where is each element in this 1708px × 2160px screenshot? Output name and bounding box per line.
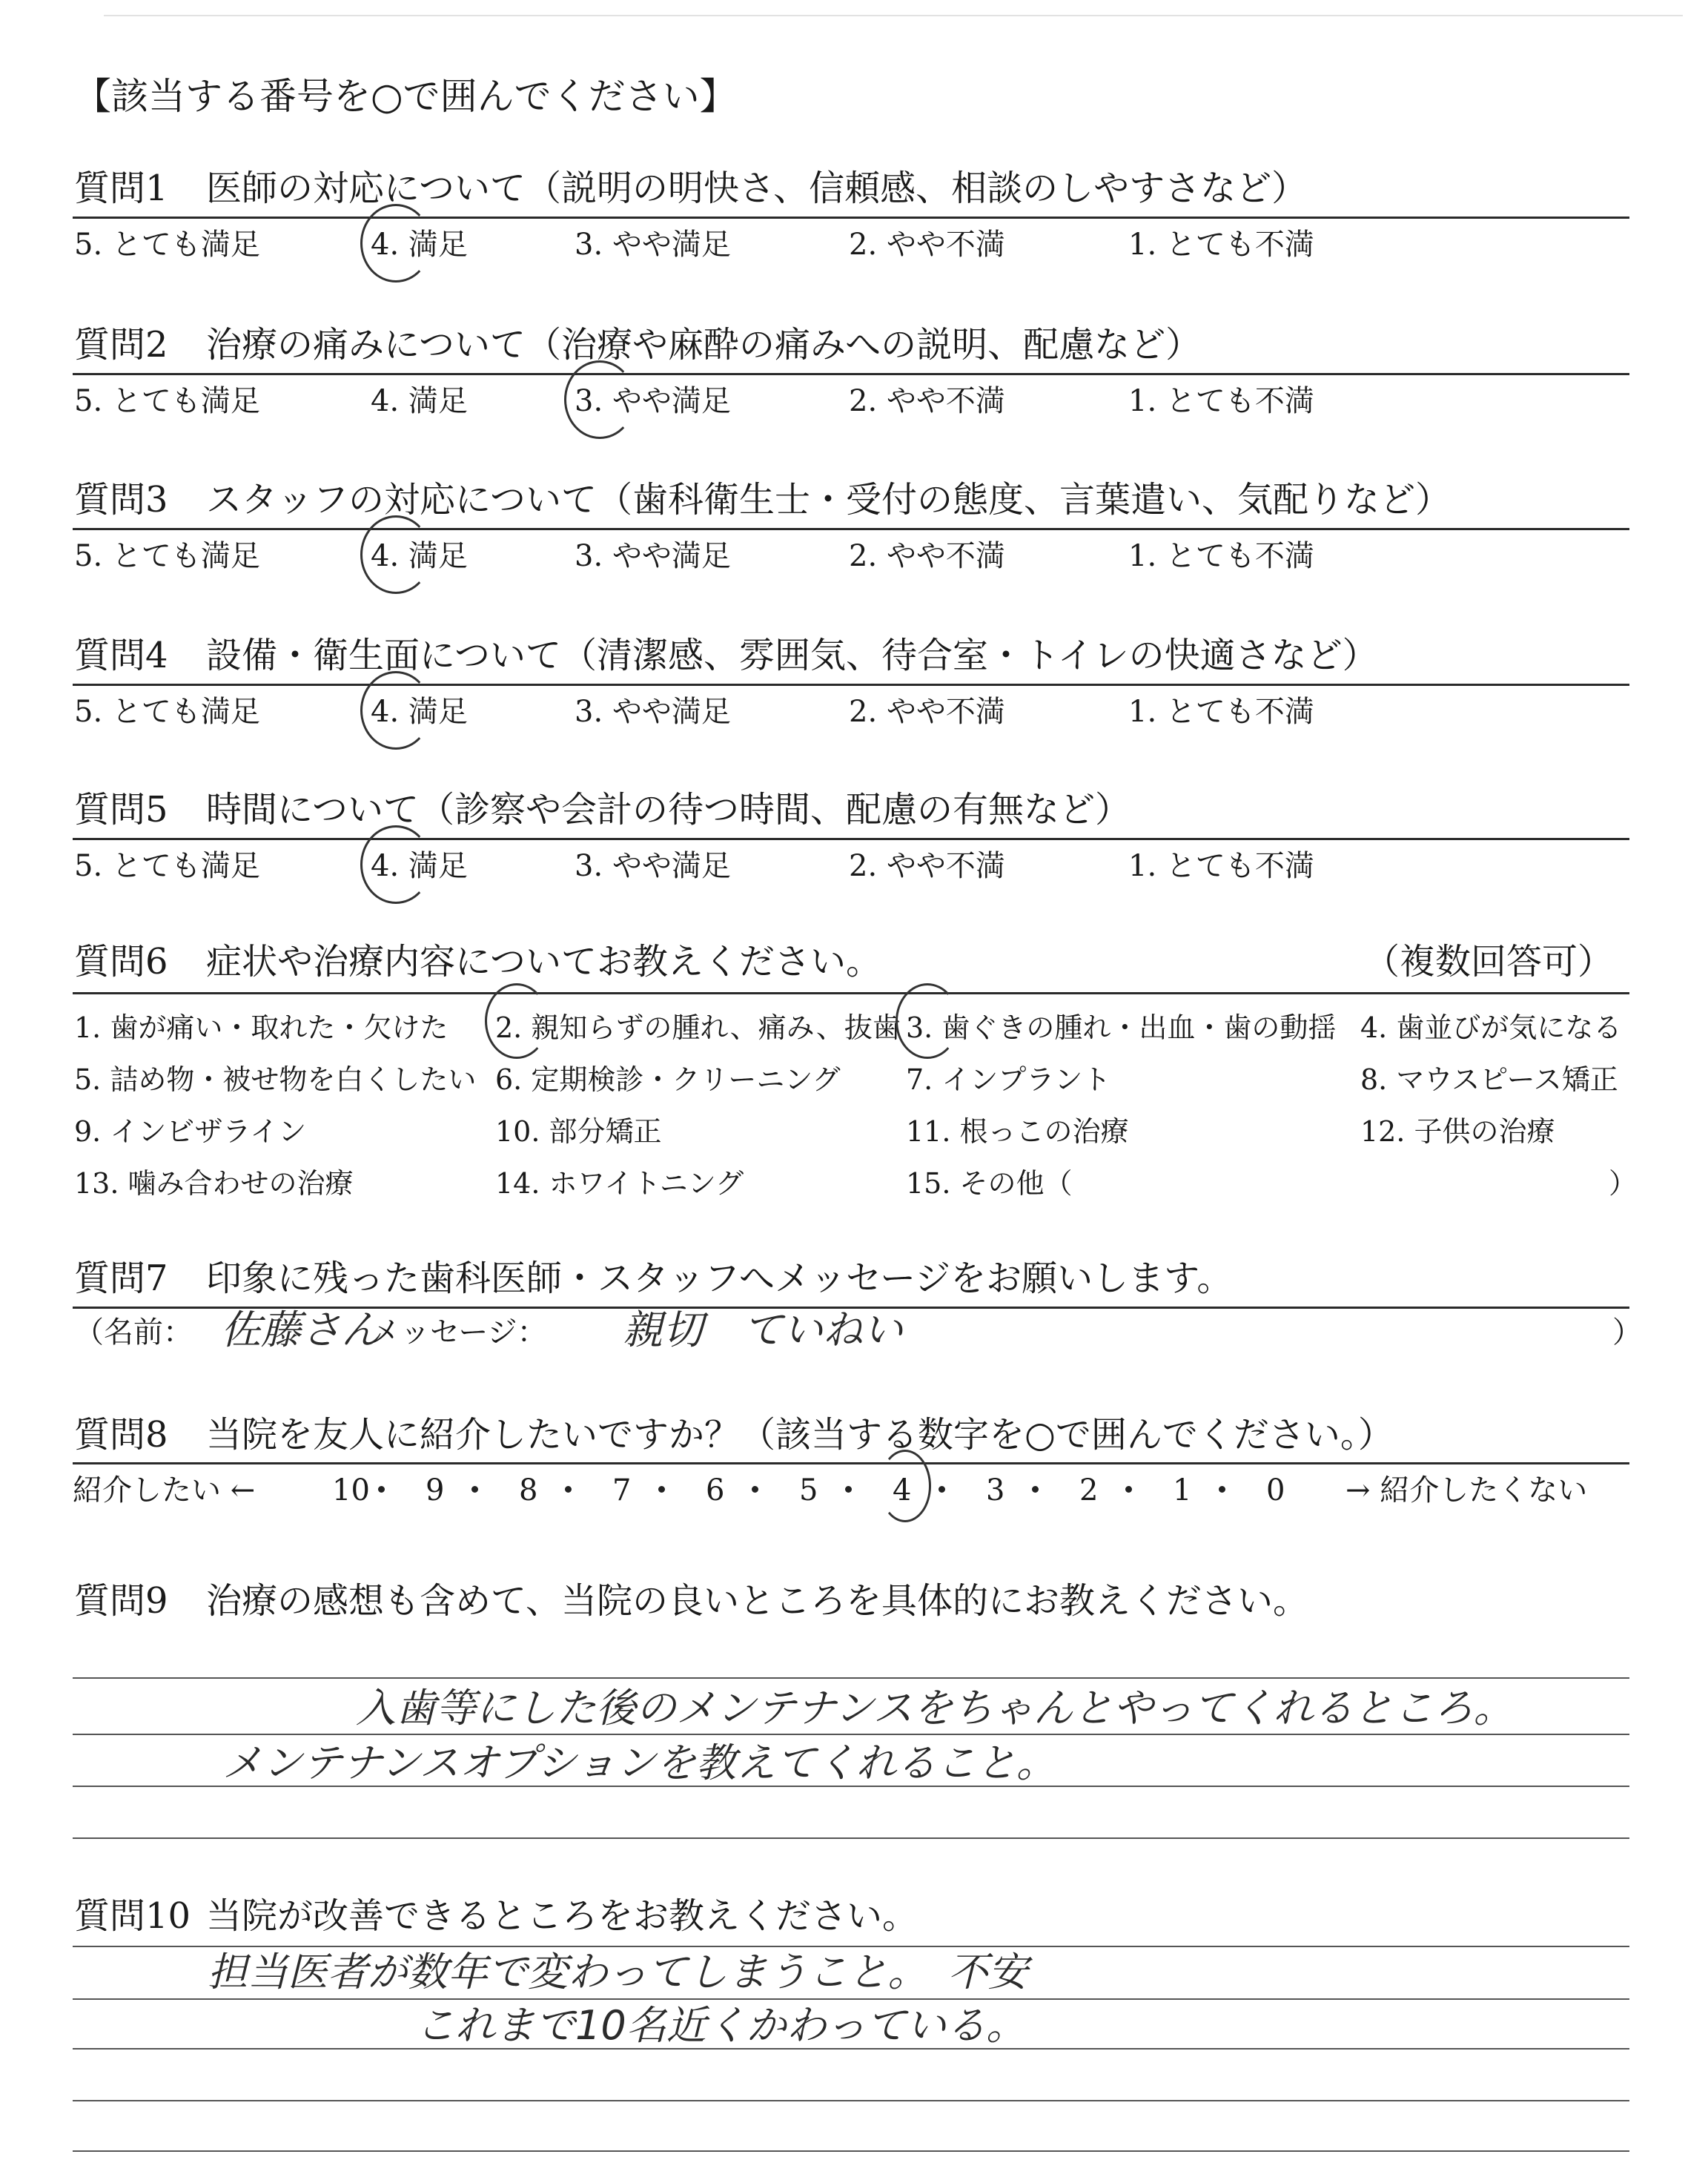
q10-answer-line [73, 1998, 1629, 2000]
q9-answer-line [73, 1677, 1629, 1679]
rating-option[interactable]: 2. やや不満 [849, 695, 1005, 729]
q6-label: 質問6 [74, 941, 168, 982]
q6-underline [73, 992, 1629, 994]
q8-scale-number[interactable]: 9 [426, 1473, 445, 1507]
rating-option[interactable]: 2. やや不満 [849, 539, 1005, 573]
rating-option[interactable]: 1. とても不満 [1128, 695, 1314, 729]
q6-option[interactable]: 11. 根っこの治療 [906, 1115, 1129, 1148]
q9-answer-line [73, 1734, 1629, 1735]
question-label: 質問4 [74, 635, 168, 676]
q8-text: 当院を友人に紹介したいですか？（該当する数字を○で囲んでください。） [206, 1414, 1394, 1456]
rating-option[interactable]: 1. とても不満 [1128, 849, 1314, 883]
rating-option[interactable]: 3. やや満足 [575, 849, 731, 883]
q8-right-label: → 紹介したくない [1345, 1473, 1588, 1507]
q6-option[interactable]: 14. ホワイトニング [495, 1167, 744, 1200]
q8-scale-separator-dot [1032, 1486, 1039, 1493]
question-label: 質問1 [74, 168, 168, 209]
q9-answer-text[interactable]: メンテナンスオプションを教えてくれること。 [222, 1740, 1056, 1786]
q8-scale-number[interactable]: 3 [986, 1473, 1005, 1507]
q9-label: 質問9 [74, 1580, 168, 1622]
q10-answer-text[interactable]: これまで10名近くかわっている。 [415, 2002, 1027, 2049]
q6-option[interactable]: 10. 部分矯正 [495, 1115, 662, 1148]
q7-text: 印象に残った歯科医師・スタッフへメッセージをお願いします。 [206, 1258, 1233, 1299]
q8-left-label: 紹介したい ← [73, 1473, 256, 1507]
q7-label: 質問7 [74, 1258, 168, 1299]
q10-answer-line [73, 2100, 1629, 2101]
question-label: 質問5 [74, 789, 168, 830]
top-edge-line [104, 15, 1683, 16]
selection-circle-mark [360, 515, 431, 594]
question-underline [73, 838, 1629, 840]
q10-label: 質問10 [74, 1895, 191, 1937]
q8-scale-separator-dot [1219, 1486, 1225, 1493]
question-text: 医師の対応について（説明の明快さ、信頼感、相談のしやすさなど） [206, 168, 1308, 209]
question-text: 設備・衛生面について（清潔感、雰囲気、待合室・トイレの快適さなど） [206, 635, 1378, 676]
rating-option[interactable]: 5. とても満足 [74, 849, 260, 883]
q6-option[interactable]: 2. 親知らずの腫れ、痛み、抜歯 [495, 1011, 901, 1044]
rating-option[interactable]: 1. とても不満 [1128, 539, 1314, 573]
q9-text: 治療の感想も含めて、当院の良いところを具体的にお教えください。 [206, 1580, 1309, 1622]
selection-circle-mark [360, 671, 431, 750]
q10-answer-text[interactable]: 担当医者が数年で変わってしまうこと。 不安 [208, 1949, 1028, 1995]
q7-close-paren: ） [1612, 1315, 1642, 1350]
rating-option[interactable]: 4. 満足 [371, 849, 468, 883]
rating-option[interactable]: 5. とても満足 [74, 539, 260, 573]
q6-option[interactable]: 3. 歯ぐきの腫れ・出血・歯の動揺 [906, 1011, 1337, 1044]
q8-scale-separator-dot [845, 1486, 852, 1493]
selection-circle-mark [360, 204, 431, 283]
q8-scale-number[interactable]: 8 [519, 1473, 538, 1507]
q8-scale-number[interactable]: 2 [1079, 1473, 1099, 1507]
selection-circle-mark [896, 983, 959, 1059]
rating-option[interactable]: 1. とても不満 [1128, 384, 1314, 418]
rating-option[interactable]: 4. 満足 [371, 228, 468, 262]
selection-circle-mark [564, 360, 635, 439]
question-underline [73, 373, 1629, 375]
rating-option[interactable]: 5. とても満足 [74, 695, 260, 729]
q6-option[interactable]: 15. その他（ [906, 1167, 1073, 1200]
page-title: 【該当する番号を○で囲んでください】 [74, 75, 737, 118]
question-underline [73, 528, 1629, 530]
q8-scale-number[interactable]: 1 [1173, 1473, 1192, 1507]
q6-option[interactable]: ） [1609, 1167, 1638, 1200]
q8-scale-separator-dot [1125, 1486, 1132, 1493]
question-underline [73, 217, 1629, 219]
q9-answer-line [73, 1837, 1629, 1839]
q6-text: 症状や治療内容についてお教えください。 [206, 941, 882, 982]
q9-answer-text[interactable]: 入歯等にした後のメンテナンスをちゃんとやってくれるところ。 [356, 1685, 1514, 1731]
rating-option[interactable]: 5. とても満足 [74, 228, 260, 262]
q10-text: 当院が改善できるところをお教えください。 [206, 1895, 918, 1937]
rating-option[interactable]: 1. とても不満 [1128, 228, 1314, 262]
question-text: 時間について（診察や会計の待つ時間、配慮の有無など） [206, 789, 1131, 830]
question-text: スタッフの対応について（歯科衛生士・受付の態度、言葉遣い、気配りなど） [206, 479, 1452, 521]
q6-option[interactable]: 9. インビザライン [74, 1115, 307, 1148]
rating-option[interactable]: 4. 満足 [371, 695, 468, 729]
rating-option[interactable]: 3. やや満足 [575, 228, 731, 262]
rating-option[interactable]: 2. やや不満 [849, 849, 1005, 883]
question-label: 質問2 [74, 324, 168, 366]
q6-option[interactable]: 12. 子供の治療 [1360, 1115, 1555, 1148]
q8-scale-number[interactable]: 5 [799, 1473, 818, 1507]
q10-answer-line [73, 2150, 1629, 2152]
rating-option[interactable]: 4. 満足 [371, 384, 468, 418]
q6-option[interactable]: 1. 歯が痛い・取れた・欠けた [74, 1011, 448, 1044]
q8-scale-separator-dot [752, 1486, 758, 1493]
selection-circle-mark [485, 983, 549, 1059]
rating-option[interactable]: 3. やや満足 [575, 695, 731, 729]
rating-option[interactable]: 4. 満足 [371, 539, 468, 573]
q8-scale-separator-dot [471, 1486, 478, 1493]
q8-scale-number[interactable]: 10 [332, 1473, 370, 1507]
q10-answer-line [73, 1946, 1629, 1947]
rating-option[interactable]: 3. やや満足 [575, 384, 731, 418]
q6-option[interactable]: 7. インプラント [906, 1063, 1111, 1096]
q8-scale-separator-dot [658, 1486, 665, 1493]
question-underline [73, 684, 1629, 686]
q8-scale-separator-dot [939, 1486, 945, 1493]
q6-option[interactable]: 5. 詰め物・被せ物を白くしたい [74, 1063, 477, 1096]
q6-note: （複数回答可） [1364, 941, 1614, 982]
q6-option[interactable]: 6. 定期検診・クリーニング [495, 1063, 841, 1096]
q8-scale-number[interactable]: 7 [612, 1473, 632, 1507]
selection-circle-mark [360, 825, 431, 904]
q8-label: 質問8 [74, 1414, 168, 1456]
q6-option[interactable]: 4. 歯並びが気になる [1360, 1011, 1622, 1044]
rating-option[interactable]: 3. やや満足 [575, 539, 731, 573]
q8-scale-separator-dot [565, 1486, 572, 1493]
question-text: 治療の痛みについて（治療や麻酔の痛みへの説明、配慮など） [206, 324, 1202, 366]
selection-circle-mark [879, 1450, 931, 1522]
q7-message-value[interactable]: 親切 ていねい [623, 1307, 903, 1353]
q8-scale-number[interactable]: 0 [1266, 1473, 1285, 1507]
q8-underline [73, 1462, 1629, 1464]
question-label: 質問3 [74, 479, 168, 521]
rating-option[interactable]: 2. やや不満 [849, 228, 1005, 262]
q7-name-value[interactable]: 佐藤さん [221, 1307, 381, 1353]
q8-scale-number[interactable]: 4 [893, 1473, 912, 1507]
q8-scale-number[interactable]: 6 [706, 1473, 725, 1507]
q7-name-label: （名前： [74, 1315, 193, 1350]
q6-option[interactable]: 8. マウスピース矯正 [1360, 1063, 1618, 1096]
q6-option[interactable]: 13. 噛み合わせの治療 [74, 1167, 354, 1200]
rating-option[interactable]: 5. とても満足 [74, 384, 260, 418]
q7-message-label: メッセージ： [371, 1315, 547, 1350]
rating-option[interactable]: 2. やや不満 [849, 384, 1005, 418]
q8-scale-separator-dot [378, 1486, 385, 1493]
